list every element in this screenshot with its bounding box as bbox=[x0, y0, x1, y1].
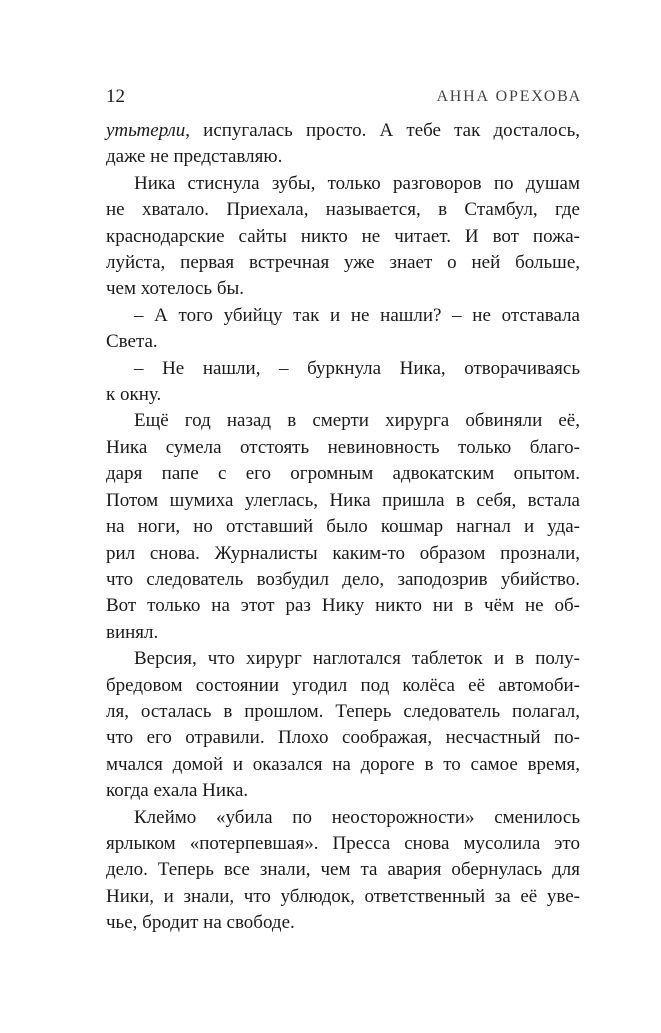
text-line: мчался домой и оказался на дороге в то самое время, bbox=[106, 753, 580, 775]
paragraph bbox=[106, 171, 580, 303]
text-line: Ники, и знали, что ублюдок, ответственный за её уве- bbox=[106, 885, 580, 907]
text-line: Версия, что хирург наглотался таблеток и в полу- bbox=[134, 648, 580, 670]
page-number: 12 bbox=[106, 86, 125, 107]
text-line: бредовом состоянии угодил под колёса её автомоби- bbox=[106, 674, 580, 696]
text-line: Ещё год назад в смерти хирурга обвиняли её, bbox=[134, 410, 580, 432]
text-line: дело. Теперь все знали, чем та авария обернулась для bbox=[106, 859, 580, 881]
paragraph bbox=[106, 118, 580, 171]
text-line: даже не представляю. bbox=[106, 146, 283, 168]
body-text bbox=[106, 118, 580, 937]
text-line: Света. bbox=[106, 331, 158, 353]
text-line: – Не нашли, – буркнула Ника, отворачиваясь bbox=[134, 357, 580, 379]
text-line: что его отравили. Плохо соображая, несчастный по- bbox=[106, 727, 580, 749]
text-line: краснодарские сайты никто не читает. И вот пожа- bbox=[106, 225, 580, 247]
text-line: Клеймо «убила по неосторожности» сменилось bbox=[134, 806, 580, 828]
text-line: на ноги, но отставший было кошмар нагнал и уда- bbox=[106, 516, 580, 538]
paragraph bbox=[106, 646, 580, 804]
page-header bbox=[106, 84, 582, 110]
text-line: Вот только на этот раз Нику никто ни в чём не об- bbox=[106, 595, 580, 617]
text-line: Потом шумиха улеглась, Ника пришла в себя, встала bbox=[106, 489, 580, 511]
text-line: не хватало. Приехала, называется, в Стамбул, где bbox=[106, 199, 580, 221]
text-line: даря папе с его огромным адвокатским опытом. bbox=[106, 463, 580, 485]
line-text: , испугалась просто. А тебе так досталось, bbox=[185, 120, 580, 141]
text-line: к окну. bbox=[106, 384, 162, 406]
paragraph bbox=[106, 356, 580, 409]
text-line: ля, осталась в прошлом. Теперь следователь полагал, bbox=[106, 700, 580, 722]
paragraph bbox=[106, 805, 580, 937]
text-line: чем хотелось бы. bbox=[106, 278, 245, 300]
running-head-author: АННА ОРЕХОВА bbox=[436, 88, 582, 105]
text-line: чье, бродит на свободе. bbox=[106, 912, 295, 934]
text-line bbox=[106, 118, 580, 144]
text-line: что следователь возбудил дело, заподозрив убийство. bbox=[106, 568, 580, 590]
text-line: Ника стиснула зубы, только разговоров по душам bbox=[134, 172, 580, 194]
text-line: – А того убийцу так и не нашли? – не отставала bbox=[134, 304, 580, 326]
text-line: винял. bbox=[106, 621, 159, 643]
text-line: когда ехала Ника. bbox=[106, 780, 249, 802]
text-line: рил снова. Журналисты каким-то образом прознали, bbox=[106, 542, 580, 564]
italic-word: утьтерли bbox=[106, 120, 186, 141]
text-line: Ника сумела отстоять невиновность только благо- bbox=[106, 436, 580, 458]
paragraph bbox=[106, 303, 580, 356]
text-line: ярлыком «потерпевшая». Пресса снова мусолила это bbox=[106, 832, 580, 854]
text-line: луйста, первая встречная уже знает о ней больше, bbox=[106, 252, 580, 274]
paragraph bbox=[106, 408, 580, 646]
